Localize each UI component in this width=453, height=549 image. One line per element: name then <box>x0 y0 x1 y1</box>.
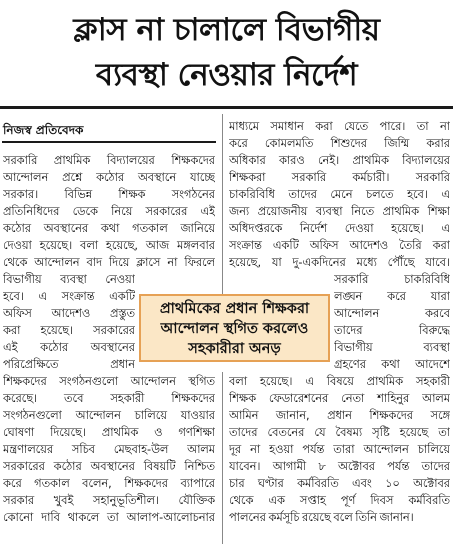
body-column-right <box>229 118 450 271</box>
body-line: শিক্ষক ফেডারেশনের নেতা শাহিনুর আলম <box>229 392 450 405</box>
body-line: প্রতিনিধিদের ডেকে নিয়ে সরকারের এই <box>3 205 215 218</box>
body-line: এই কঠোর অবস্থানের <box>3 341 135 354</box>
pull-quote <box>139 294 330 362</box>
body-line: তাদের বেতনের যে বৈষম্য সৃষ্টি হয়েছে তা <box>229 426 450 439</box>
pull-quote-line: প্রাথমিকের প্রধান শিক্ষকরা <box>159 301 310 317</box>
body-line: করা হয়েছে। সরকারের <box>3 324 135 337</box>
body-line: বিভাগীয় ব্যবস্থা <box>334 341 450 354</box>
body-line: দেওয়া হয়েছে। বলা হয়েছে, আজ মঙ্গলবার <box>3 239 215 252</box>
body-line: মন্ত্রণালয়ের সচিব মেছবাহ-উল আলম <box>3 443 215 456</box>
body-line: দূর না হওয়া পর্যন্ত তারা আন্দোলন চালিয়ে <box>229 443 450 456</box>
body-line: শিক্ষকরা সরকারি কর্মচারী। সরকারি <box>229 171 450 184</box>
body-line: আন্দোলন প্রশ্নে কঠোর অবস্থানে যাচ্ছে <box>3 171 215 184</box>
body-line: বলা হয়েছে। এ বিষয়ে প্রাথমিক সহকারী <box>229 375 450 388</box>
body-line: কঠোর অবস্থানের কথা গতকাল জানিয়ে <box>3 222 215 235</box>
body-line: জন্য প্রয়োজনীয় ব্যবস্থা নিতে প্রাথমিক শিক্ষা <box>229 205 450 218</box>
body-line: সংগঠনগুলো আন্দোলন চালিয়ে যাওয়ার <box>3 409 215 422</box>
body-line: পালনের কর্মসূচি রয়েছে বলে তিনি জানান। <box>229 511 414 524</box>
body-line: চাকরিবিধি তাদের মেনে চলতে হবে। এ <box>229 188 450 201</box>
body-line: গ্রহণের কথা আদেশে <box>334 358 450 371</box>
body-line: করেছে। তবে সহকারী শিক্ষকদের <box>3 392 215 405</box>
body-line: করে কোমলমতি শিশুদের জিম্মি করার <box>229 137 450 150</box>
body-line: অফিস আদেশও প্রস্তুত <box>3 307 135 320</box>
body-line: কোনো দাবি থাকলে তা আলাপ-আলোচনার <box>3 511 215 524</box>
body-line: সংক্রান্ত একটি অফিস আদেশও তৈরি করা <box>229 239 450 252</box>
body-line: ঘোষণা দিয়েছে। প্রাথমিক ও গণশিক্ষা <box>3 426 215 439</box>
headline-line-1: ক্লাস না চালালে বিভাগীয় <box>73 12 380 48</box>
column-divider-bottom <box>222 372 223 544</box>
body-line: সরকার। বিভিন্ন শিক্ষক সংগঠনের <box>3 188 215 201</box>
body-line: অধিকার কারও নেই। প্রাথমিক বিদ্যালয়ের <box>229 154 450 167</box>
body-line: থেকে আন্দোলন বাদ দিয়ে ক্লাসে না ফিরলে <box>3 256 215 269</box>
body-column-bottom-right <box>229 373 450 526</box>
byline: নিজস্ব প্রতিবেদক <box>3 123 84 137</box>
body-line: থেকে এক সপ্তাহ পূর্ণ দিবস কর্মবিরতি <box>229 494 450 507</box>
body-line: সরকারি চাকরিবিধি <box>334 273 450 286</box>
body-line: যাবেন। আগামী ৮ অক্টোবর পর্যন্ত তাদের <box>229 460 450 473</box>
body-line: আমিন জানান, প্রধান শিক্ষকদের সঙ্গে <box>229 409 450 422</box>
body-column-bottom-left <box>3 373 215 526</box>
byline-underline <box>2 141 216 143</box>
headline-line-2: ব্যবস্থা নেওয়ার নির্দেশ <box>95 57 358 93</box>
body-line: হয়েছে, যা দু-একদিনের মধ্যে পৌঁছে যাবে। <box>229 256 450 269</box>
body-line: আন্দোলন করবে <box>334 307 450 320</box>
body-line: সরকার খুবই সহানুভূতিশীল। যৌক্তিক <box>3 494 215 507</box>
pull-quote-line: সহকারীরা অনড় <box>188 341 281 357</box>
body-line: সরকারি প্রাথমিক বিদ্যালয়ের শিক্ষকদের <box>3 154 215 167</box>
body-line: পরিপ্রেক্ষিতে প্রধান <box>3 358 135 371</box>
header-divider <box>0 106 453 109</box>
body-line: শিক্ষকদের সংগঠনগুলো আন্দোলন স্থগিত <box>3 375 215 388</box>
body-line: করে গতকাল বলেন, শিক্ষকদের ব্যাপারে <box>3 477 215 490</box>
body-line: বিভাগীয় ব্যবস্থা নেওয়া <box>3 273 135 286</box>
body-column-right-inset <box>334 271 450 373</box>
pull-quote-line: আন্দোলন স্থগিত করলেও <box>160 321 309 337</box>
body-line: হবে। এ সংক্রান্ত একটি <box>3 290 135 303</box>
body-line: মাধ্যমে সমাধান করা যেতে পারে। তা না <box>229 120 450 133</box>
body-line: লঙ্ঘন করে যারা <box>334 290 450 303</box>
body-line: চার ঘণ্টার কর্মবিরতি এবং ১০ অক্টোবর <box>229 477 450 490</box>
body-line: তাদের বিরুদ্ধে <box>334 324 450 337</box>
body-line: অধিদপ্তরকে নির্দেশ দেওয়া হয়েছে। এ <box>229 222 450 235</box>
body-line: সরকারের কঠোর অবস্থানের বিষয়টি নিশ্চিত <box>3 460 215 473</box>
